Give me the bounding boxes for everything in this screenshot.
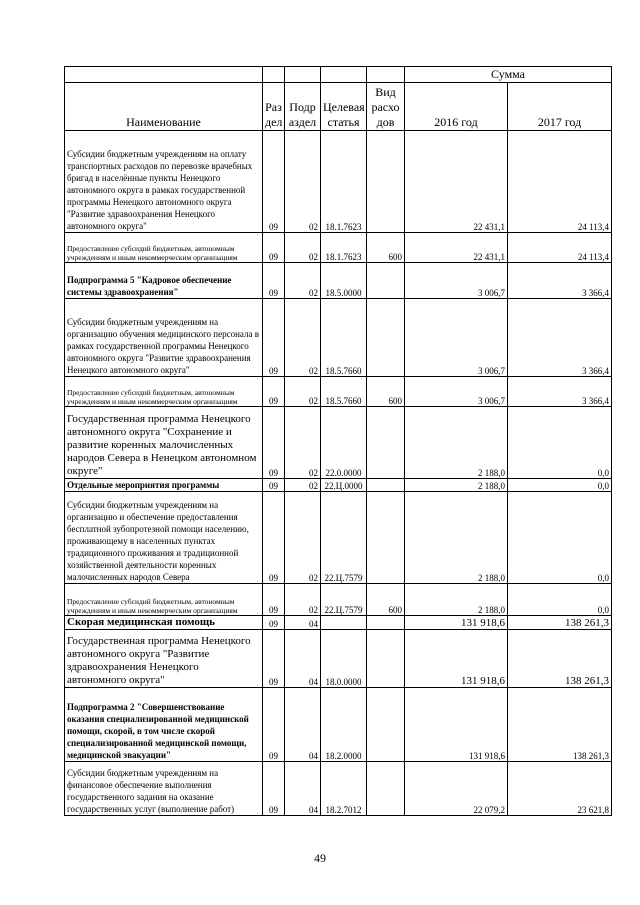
row-target: 22.0.0000 [321, 407, 367, 479]
row-razdel: 09 [263, 616, 285, 630]
row-target: 18.5.7660 [321, 377, 367, 407]
row-2017: 0,0 [508, 492, 612, 584]
row-name: Подпрограмма 5 "Кадровое обеспечение системы здравоохранения" [65, 263, 263, 299]
budget-table [64, 66, 612, 816]
row-2016: 3 006,7 [405, 299, 508, 377]
row-name: Субсидии бюджетным учреждениям на организацию обучения медицинского персонала в рамках государственной программы Ненецкого автономного округа "Развитие здравоохранения Ненецкого автономного округа" [65, 299, 263, 377]
header-name: Наименование [65, 83, 263, 131]
row-podrazdel: 02 [285, 377, 321, 407]
row-vid [367, 630, 405, 688]
row-podrazdel: 02 [285, 492, 321, 584]
row-target: 18.1.7623 [321, 233, 367, 263]
row-name: Государственная программа Ненецкого автономного округа "Сохранение и развитие коренных малочисленных народов Севера в Ненецком автономном округе" [65, 407, 263, 479]
row-2016: 131 918,6 [405, 688, 508, 762]
table-row [65, 616, 612, 630]
row-name: Предоставление субсидий бюджетным, автономным учреждениям и иным некоммерческим организациям [65, 233, 263, 263]
row-2016: 22 431,1 [405, 131, 508, 233]
row-razdel: 09 [263, 492, 285, 584]
row-2017: 24 113,4 [508, 233, 612, 263]
row-vid [367, 616, 405, 630]
row-2017: 24 113,4 [508, 131, 612, 233]
table-row [65, 377, 612, 407]
row-2017: 138 261,3 [508, 630, 612, 688]
row-2017: 0,0 [508, 479, 612, 492]
row-2017: 3 366,4 [508, 263, 612, 299]
row-target: 18.1.7623 [321, 131, 367, 233]
row-podrazdel: 04 [285, 616, 321, 630]
row-name: Субсидии бюджетным учреждениям на организацию и обеспечение предоставления бесплатной зубопротезной помощи населению, проживающему в населенных пунктах традиционного проживания и традиционной хозяйственной деятельности коренных малочисленных народов Севера [65, 492, 263, 584]
table-row [65, 630, 612, 688]
row-podrazdel: 02 [285, 233, 321, 263]
row-podrazdel: 02 [285, 299, 321, 377]
row-2016: 2 188,0 [405, 407, 508, 479]
row-podrazdel: 02 [285, 131, 321, 233]
row-2017: 0,0 [508, 407, 612, 479]
row-vid [367, 299, 405, 377]
row-vid [367, 407, 405, 479]
row-target: 22.Ц.7579 [321, 584, 367, 616]
row-podrazdel: 02 [285, 263, 321, 299]
row-podrazdel: 04 [285, 762, 321, 816]
row-name: Субсидии бюджетным учреждениям на оплату транспортных расходов по перевозке врачебных бригад в населённые пункты Ненецкого автономного округа в рамках государственной программы Ненецкого автономного округа "Развитие здравоохранения Ненецкого автономного округа" [65, 131, 263, 233]
row-target: 18.5.0000 [321, 263, 367, 299]
row-razdel: 09 [263, 762, 285, 816]
header-sum: Сумма [405, 67, 612, 83]
row-target: 22.Ц.7579 [321, 492, 367, 584]
table-row [65, 131, 612, 233]
row-target [321, 616, 367, 630]
row-podrazdel: 04 [285, 688, 321, 762]
row-vid: 600 [367, 233, 405, 263]
header-target: Целевая статья [321, 83, 367, 131]
header-razdel: Раз дел [263, 83, 285, 131]
table-row [65, 762, 612, 816]
table-row [65, 492, 612, 584]
table-row [65, 479, 612, 492]
row-podrazdel: 02 [285, 407, 321, 479]
row-razdel: 09 [263, 407, 285, 479]
row-2017: 3 366,4 [508, 377, 612, 407]
row-razdel: 09 [263, 299, 285, 377]
table-row [65, 263, 612, 299]
header-vid: Вид расхо дов [367, 83, 405, 131]
row-vid [367, 492, 405, 584]
row-2017: 138 261,3 [508, 616, 612, 630]
row-2017: 138 261,3 [508, 688, 612, 762]
row-razdel: 09 [263, 131, 285, 233]
row-target: 22.Ц.0000 [321, 479, 367, 492]
page-number: 49 [314, 851, 326, 865]
header-2017: 2017 год [508, 83, 612, 131]
table-row [65, 584, 612, 616]
row-vid [367, 131, 405, 233]
row-razdel: 09 [263, 584, 285, 616]
row-target: 18.0.0000 [321, 630, 367, 688]
row-2016: 131 918,6 [405, 630, 508, 688]
row-target: 18.2.7012 [321, 762, 367, 816]
table-row [65, 233, 612, 263]
row-name: Государственная программа Ненецкого автономного округа "Развитие здравоохранения Ненецкого автономного округа" [65, 630, 263, 688]
row-razdel: 09 [263, 479, 285, 492]
row-2016: 22 079,2 [405, 762, 508, 816]
header-spacer [65, 67, 263, 83]
row-2016: 2 188,0 [405, 584, 508, 616]
row-vid [367, 688, 405, 762]
row-2016: 2 188,0 [405, 479, 508, 492]
row-vid: 600 [367, 584, 405, 616]
table-row [65, 407, 612, 479]
row-name: Подпрограмма 2 "Совершенствование оказания специализированной медицинской помощи, скорой, в том числе скорой специализированной медицинской помощи, медицинской эвакуации" [65, 688, 263, 762]
row-razdel: 09 [263, 233, 285, 263]
row-name: Предоставление субсидий бюджетным, автономным учреждениям и иным некоммерческим организациям [65, 584, 263, 616]
row-target: 18.5.7660 [321, 299, 367, 377]
row-razdel: 09 [263, 377, 285, 407]
row-razdel: 09 [263, 630, 285, 688]
row-name: Предоставление субсидий бюджетным, автономным учреждениям и иным некоммерческим организациям [65, 377, 263, 407]
row-target: 18.2.0000 [321, 688, 367, 762]
row-razdel: 09 [263, 688, 285, 762]
row-razdel: 09 [263, 263, 285, 299]
row-vid [367, 263, 405, 299]
table-row [65, 688, 612, 762]
row-name: Скорая медицинская помощь [65, 616, 263, 630]
header-podrazdel: Подр аздел [285, 83, 321, 131]
row-2017: 3 366,4 [508, 299, 612, 377]
row-2016: 3 006,7 [405, 377, 508, 407]
row-podrazdel: 02 [285, 584, 321, 616]
table-row [65, 299, 612, 377]
row-name: Субсидии бюджетным учреждениям на финансовое обеспечение выполнения государственного задания на оказание государственных услуг (выполнение работ) [65, 762, 263, 816]
row-2016: 3 006,7 [405, 263, 508, 299]
row-vid: 600 [367, 377, 405, 407]
row-podrazdel: 02 [285, 479, 321, 492]
row-2016: 131 918,6 [405, 616, 508, 630]
row-2017: 0,0 [508, 584, 612, 616]
row-vid [367, 762, 405, 816]
header-2016: 2016 год [405, 83, 508, 131]
row-podrazdel: 04 [285, 630, 321, 688]
row-name: Отдельные мероприятия программы [65, 479, 263, 492]
row-2016: 22 431,1 [405, 233, 508, 263]
row-2017: 23 621,8 [508, 762, 612, 816]
row-vid [367, 479, 405, 492]
row-2016: 2 188,0 [405, 492, 508, 584]
